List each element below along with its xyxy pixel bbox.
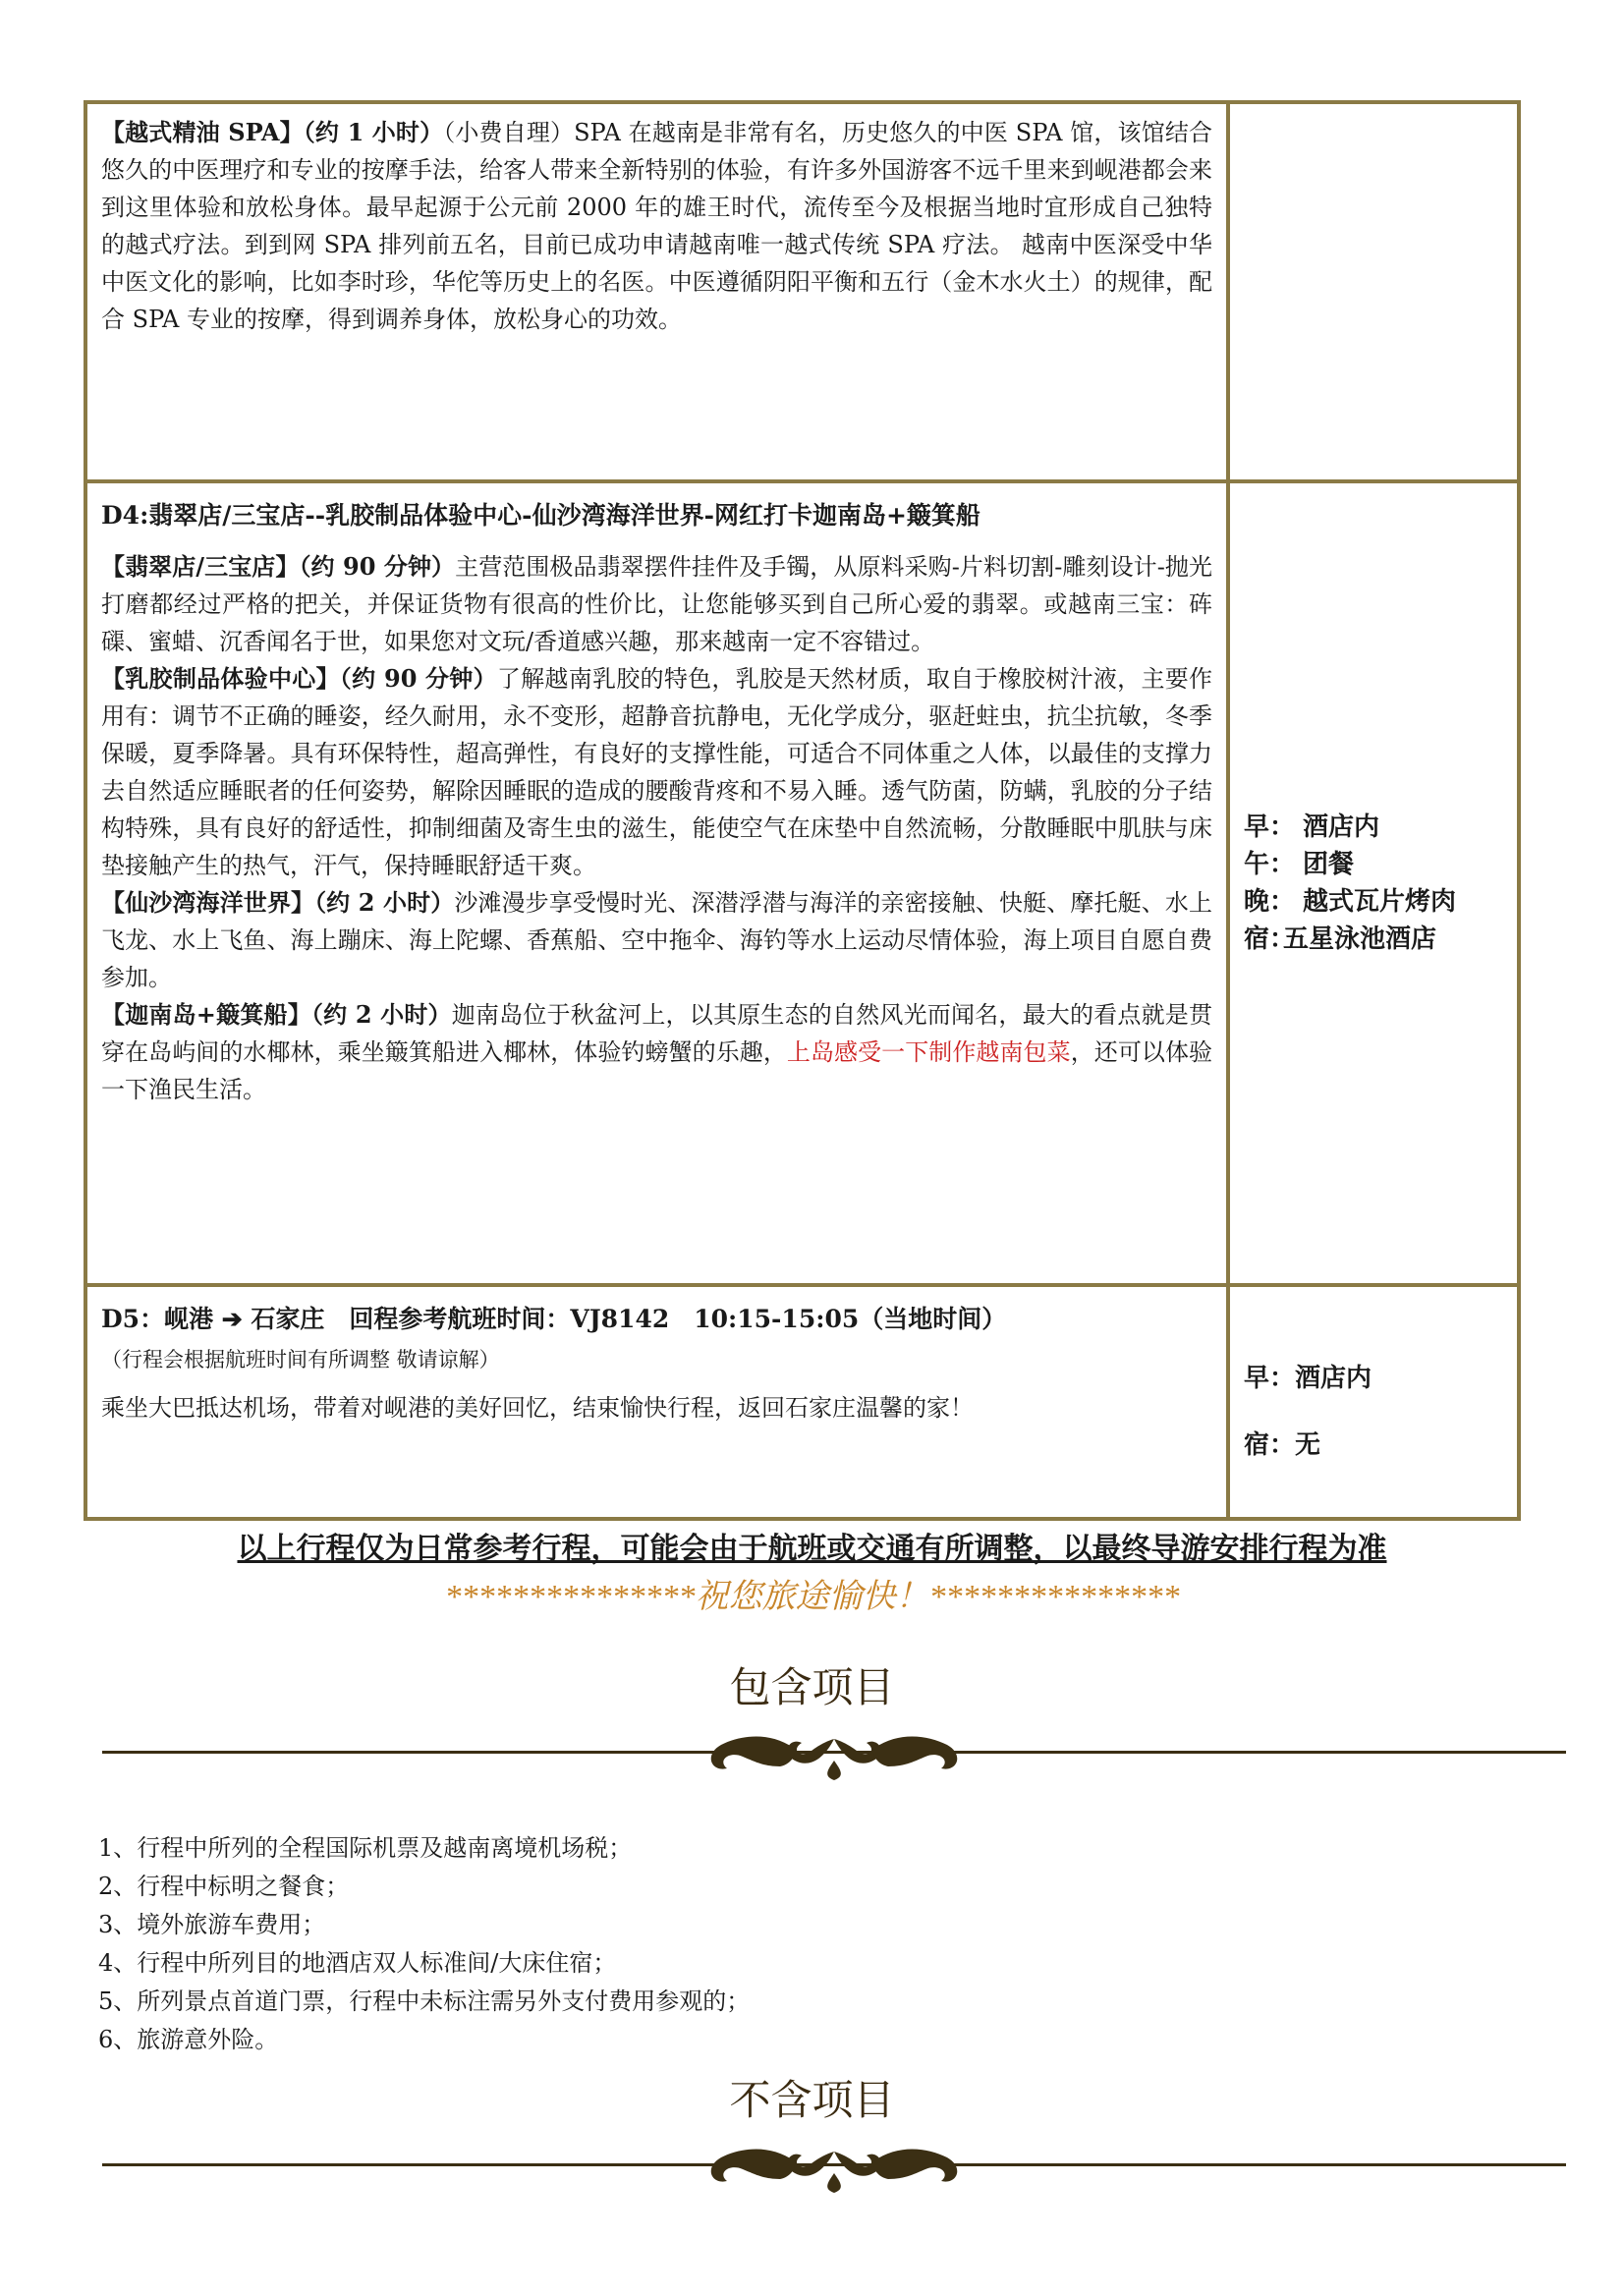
island-tail-text: ，还可以体验一下渔民生活。 <box>101 1038 1213 1103</box>
day4-row <box>87 483 1517 1287</box>
latex-paragraph <box>101 660 1212 884</box>
spa-text: （小费自理）SPA 在越南是非常有名，历史悠久的中医 SPA 馆，该馆结合悠久的中医理疗和专业的按摩手法，给客人带来全新特别的体验，有许多外国游客不远千里来到岘港都会来到这里体验和放松身体。最早起源于公元前 2000 年的雄王时代，流传至今及根据当地时宜形成自己独特的越式疗法。到到网 SPA 排列前五名，目前已成功申请越南唯一越式传统 SPA 疗法。 越南中医深受中华中医文化的影响，比如李时珍，华佗等历史上的名医。中医遵循阴阳平衡和五行（金木水火土）的规律，配合 SPA 专业的按摩，得到调养身体，放松身心的功效。 <box>101 119 1212 333</box>
spa-title: 【越式精油 SPA】（约 1 小时） <box>101 118 444 146</box>
day5-row <box>87 1287 1517 1517</box>
ornament-divider-icon <box>102 2134 1566 2193</box>
day5-note: （行程会根据航班时间有所调整 敬请谅解） <box>101 1348 500 1371</box>
included-title: 包含项目 <box>729 1663 895 1711</box>
day5-title: D5：岘港 ➔ 石家庄 回程参考航班时间：VJ8142 10:15-15:05（当地时间） <box>101 1305 1007 1333</box>
ornament-divider-icon <box>102 1721 1566 1780</box>
day4-breakfast: 早： 酒店内 <box>1244 812 1380 842</box>
list-item: 1、行程中所列的全程国际机票及越南离境机场税； <box>98 1834 633 1862</box>
bon-voyage-banner: ***************祝您旅途愉快！*************** <box>444 1579 1180 1615</box>
spa-paragraph <box>101 114 1212 338</box>
included-list <box>98 1829 750 2059</box>
day5-meals-cell <box>1230 1287 1517 1517</box>
island-red-text: 上岛感受一下制作越南包菜 <box>786 1038 1071 1066</box>
sea-text: 沙滩漫步享受慢时光、深潜浮潜与海洋的亲密接触、快艇、摩托艇、水上飞龙、水上飞鱼、海上蹦床、海上陀螺、香蕉船、空中拖伞、海钓等水上运动尽情体验，海上项目自愿自费参加。 <box>101 889 1212 991</box>
list-item: 4、行程中所列目的地酒店双人标准间/大床住宿； <box>98 1949 617 1977</box>
list-item: 2、行程中标明之餐食； <box>98 1873 350 1900</box>
day4-meals-cell <box>1230 483 1517 1283</box>
day5-breakfast: 早：酒店内 <box>1244 1364 1372 1393</box>
jade-text: 主营范围极品翡翠摆件挂件及手镯，从原料采购-片料切割-雕刻设计-抛光打磨都经过严格的把关，并保证货物有很高的性价比，让您能够买到自己所心爱的翡翠。或越南三宝：砗磲、蜜蜡、沉香闻名于世，如果您对文玩/香道感兴趣，那来越南一定不容错过。 <box>101 553 1213 655</box>
day5-hotel: 宿：无 <box>1244 1430 1321 1460</box>
latex-title: 【乳胶制品体验中心】（约 90 分钟） <box>101 664 497 693</box>
spa-cell <box>87 104 1230 479</box>
day4-cell <box>87 483 1230 1283</box>
itinerary-table <box>84 100 1521 1521</box>
day5-text: 乘坐大巴抵达机场，带着对岘港的美好回忆，结束愉快行程，返回石家庄温馨的家！ <box>101 1394 974 1422</box>
day4-hotel: 宿：五星泳池酒店 <box>1244 924 1437 954</box>
excluded-title: 不含项目 <box>729 2076 895 2124</box>
list-item: 5、所列景点首道门票，行程中未标注需另外支付费用参观的； <box>98 1987 751 2015</box>
spa-side-cell <box>1230 104 1517 479</box>
jade-paragraph <box>101 548 1212 660</box>
list-item: 3、境外旅游车费用； <box>98 1911 326 1938</box>
island-paragraph <box>101 996 1212 1108</box>
sea-paragraph <box>101 884 1212 996</box>
latex-text: 了解越南乳胶的特色，乳胶是天然材质，取自于橡胶树汁液，主要作用有：调节不正确的睡姿，经久耐用，永不变形，超静音抗静电，无化学成分，驱赶蛀虫，抗尘抗敏，冬季保暖，夏季降暑。具有环保特性，超高弹性，有良好的支撑性能，可适合不同体重之人体，以最佳的支撑力去自然适应睡眠者的任何姿势，解除因睡眠的造成的腰酸背疼和不易入睡。透气防菌，防螨，乳胶的分子结构特殊，具有良好的舒适性，抑制细菌及寄生虫的滋生，能使空气在床垫中自然流畅，分散睡眠中肌肤与床垫接触产生的热气，汗气，保持睡眠舒适干爽。 <box>101 665 1212 879</box>
jade-title: 【翡翠店/三宝店】（约 90 分钟） <box>101 552 456 581</box>
island-title: 【迦南岛+簸箕船】（约 2 小时） <box>101 1000 452 1029</box>
day5-cell <box>87 1287 1230 1517</box>
itinerary-notice: 以上行程仅为日常参考行程，可能会由于航班或交通有所调整，以最终导游安排行程为准 <box>237 1532 1387 1566</box>
island-text: 迦南岛位于秋盆河上，以其原生态的自然风光而闻名，最大的看点就是贯穿在岛屿间的水椰林，乘坐簸箕船进入椰林，体验钓螃蟹的乐趣， <box>101 1001 1212 1066</box>
day4-lunch: 午： 团餐 <box>1244 850 1355 879</box>
day4-dinner: 晚： 越式瓦片烤肉 <box>1244 887 1457 917</box>
sea-title: 【仙沙湾海洋世界】（约 2 小时） <box>101 888 455 917</box>
day4-title: D4:翡翠店/三宝店--乳胶制品体验中心-仙沙湾海洋世界-网红打卡迦南岛+簸箕船 <box>101 501 980 530</box>
list-item: 6、旅游意外险。 <box>98 2026 279 2053</box>
spa-row <box>87 104 1517 483</box>
